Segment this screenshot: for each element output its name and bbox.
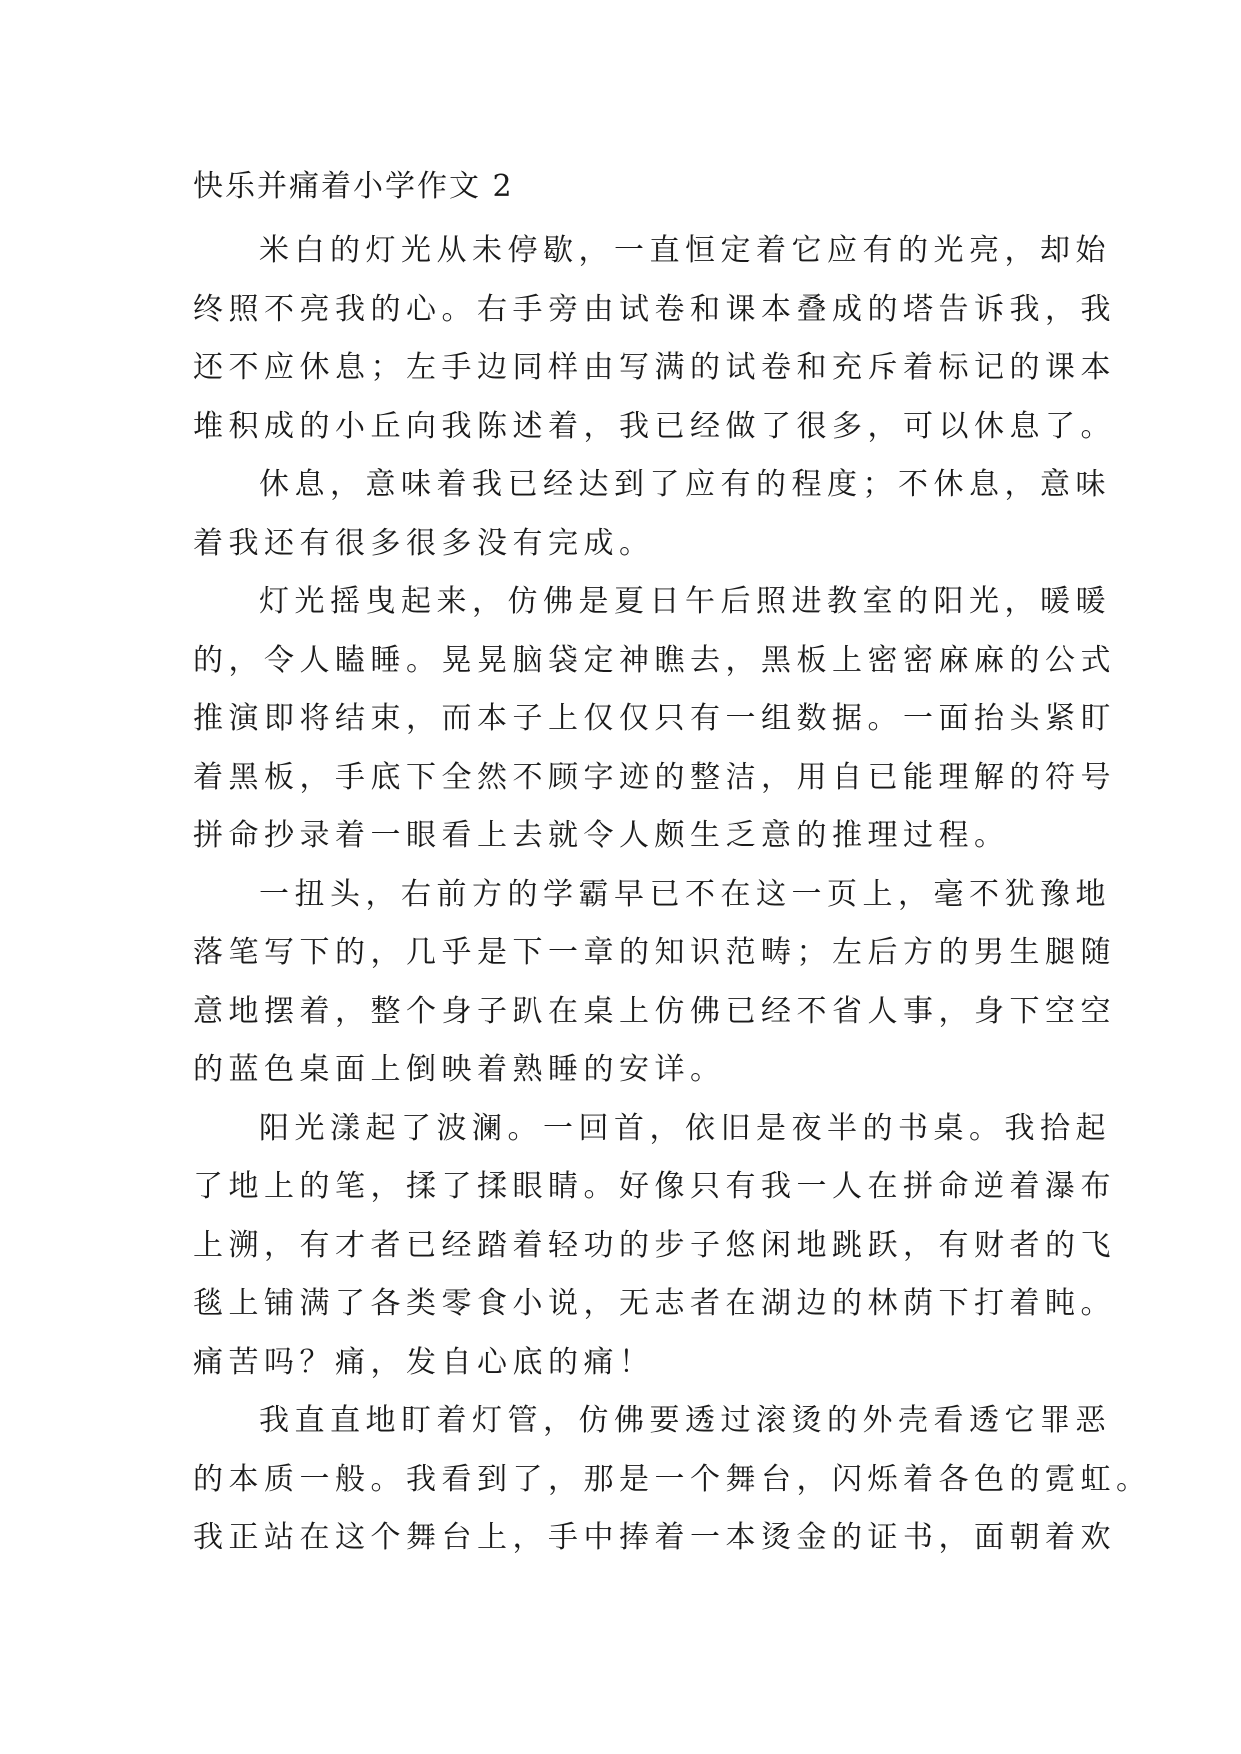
paragraph-6	[193, 1392, 1152, 1568]
document-title: 快乐并痛着小学作文 2	[193, 169, 514, 204]
paragraph-line: 终照不亮我的心。右手旁由试卷和课本叠成的塔告诉我，我	[193, 291, 1116, 327]
paragraph-2	[193, 456, 1111, 573]
paragraph-line: 着黑板，手底下全然不顾字迹的整洁，用自已能理解的符号	[193, 759, 1116, 795]
paragraph-line: 阳光漾起了波澜。一回首，依旧是夜半的书桌。我拾起	[259, 1110, 1111, 1146]
document-body	[193, 165, 1152, 1568]
paragraph-line: 的蓝色桌面上倒映着熟睡的安详。	[193, 1052, 726, 1087]
paragraph-line: 推演即将结束，而本子上仅仅只有一组数据。一面抬头紧盯	[193, 701, 1116, 736]
paragraph-line: 的，令人瞌睡。晃晃脑袋定神瞧去，黑板上密密麻麻的公式	[193, 642, 1116, 678]
paragraph-line: 拼命抄录着一眼看上去就令人颇生乏意的推理过程。	[193, 818, 1010, 853]
paragraph-line: 堆积成的小丘向我陈述着，我已经做了很多，可以休息了。	[193, 408, 1116, 444]
paragraph-line: 落笔写下的，几乎是下一章的知识范畴；左后方的男生腿随	[193, 935, 1116, 970]
paragraph-line: 上溯，有才者已经踏着轻功的步子悠闲地跳跃，有财者的飞	[193, 1227, 1116, 1263]
paragraph-line: 我正站在这个舞台上，手中捧着一本烫金的证书，面朝着欢	[193, 1520, 1116, 1555]
paragraph-line: 毯上铺满了各类零食小说，无志者在湖边的林荫下打着盹。	[193, 1286, 1116, 1321]
paragraph-line: 痛苦吗？痛，发自心底的痛！	[193, 1344, 655, 1380]
paragraph-5	[193, 1100, 1116, 1393]
paragraph-line: 意地摆着，整个身子趴在桌上仿佛已经不省人事，身下空空	[193, 993, 1116, 1029]
paragraph-line: 我直直地盯着灯管，仿佛要透过滚烫的外壳看透它罪恶	[259, 1403, 1111, 1438]
paragraph-line: 了地上的笔，揉了揉眼睛。好像只有我一人在拼命逆着瀑布	[193, 1169, 1116, 1204]
paragraph-line: 还不应休息；左手边同样由写满的试卷和充斥着标记的课本	[193, 350, 1116, 385]
paragraph-1	[193, 222, 1116, 456]
paragraph-4	[193, 866, 1116, 1100]
paragraph-line: 米白的灯光从未停歇，一直恒定着它应有的光亮，却始	[259, 233, 1111, 268]
paragraph-line: 着我还有很多很多没有完成。	[193, 525, 655, 561]
paragraph-line: 一扭头，右前方的学霸早已不在这一页上，毫不犹豫地	[259, 876, 1111, 912]
paragraph-line: 的本质一般。我看到了，那是一个舞台，闪烁着各色的霓虹。	[193, 1461, 1152, 1497]
paragraph-3	[193, 573, 1116, 866]
paragraph-line: 休息，意味着我已经达到了应有的程度；不休息，意味	[259, 467, 1111, 502]
paragraph-line: 灯光摇曳起来，仿佛是夏日午后照进教室的阳光，暖暖	[259, 584, 1111, 619]
